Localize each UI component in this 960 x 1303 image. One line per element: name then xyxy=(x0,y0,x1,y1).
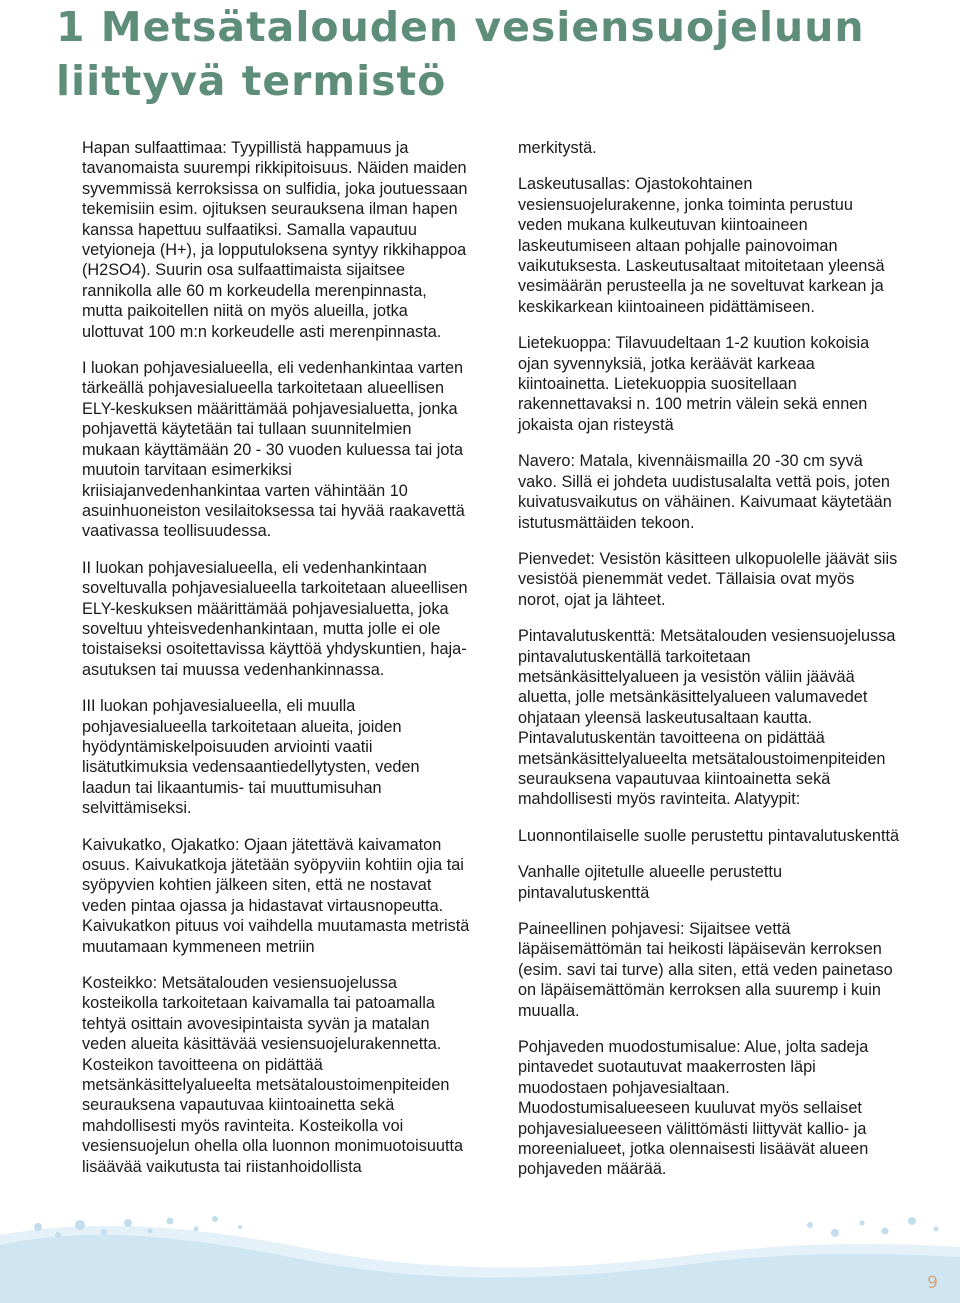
term-iii-luokan-pohjavesialue: III luokan pohjavesialueella, eli muulla pohjavesialueella tarkoitetaan alueita, joiden hyödyntämiskelpoisuuden arviointi vaatii lisätutkimuksia vedensaantiedellytysten, veden laadun tai likaantumis- tai muuttumisuhan selvittämiseksi. xyxy=(82,697,420,818)
bubble xyxy=(882,1228,889,1235)
term-kaivukatko: Kaivukatko, Ojakatko: Ojaan jätettävä kaivamaton osuus. Kaivukatkoja jätetään syöpyviin kohtiin ojia tai syöpyvien kohtien jälkeen siten, että ne nostavat veden pintaa ojassa ja hidastavat virtausnopeutta. Kaivukatkon pituus voi vaihdella muutamasta metristä muutamaan kymmeneen metriin xyxy=(82,835,470,956)
bubble xyxy=(860,1221,865,1226)
bubble xyxy=(124,1219,132,1227)
term-ii-luokan-pohjavesialue: II luokan pohjavesialueella, eli vedenhankintaan soveltuvalla pohjavesialueella tarkoitetaan alueellisen ELY-keskuksen määrittämää pohjavesialuetta, joka soveltuu yhteisvedenhankintaan, mutta jolle ei ole toistaiseksi osoitettavissa käyttöä yhdyskuntien, haja-asutuksen tai muussa vedenhankinnassa. xyxy=(82,558,468,679)
term-pienvedet: Pienvedet: Vesistön käsitteen ulkopuolelle jäävät siis vesistöä pienemmät vedet. Tällaisia ovat myös norot, ojat ja lähteet. xyxy=(518,549,898,609)
bubble xyxy=(908,1217,916,1225)
term-pohjaveden-muodostumisalue: Pohjaveden muodostumisalue: Alue, jolta sadeja pintavedet suotautuvat maakerrosten läpi muodostaen pohjavesialtaan. Muodostumisalueeseen kuuluvat myös sellaiset pohjavesialueeseen välittömästi liittyvät kallio- ja moreenialueet, jotka olennaisesti lisäävät alueen pohjaveden määrää. xyxy=(518,1038,869,1179)
bubble xyxy=(148,1229,153,1234)
term-kosteikko: Kosteikko: Metsätalouden vesiensuojelussa kosteikolla tarkoitetaan kaivamalla tai patoamalla tehtyä osittain avovesipintaista syvän ja matalan veden alueita käsittävää vesiensuojelurakennetta. Kosteikon tavoitteena on pidättää metsänkäsittelyalueelta metsätaloustoimenpiteiden seurauksena vapautuvaa kiintoainetta sekä mahdollisesti myös ravinteita. Kosteikolla voi vesiensuojelun ohella olla luonnon monimuotoisuutta lisäävää vaikutusta tai riistanhoidollista xyxy=(82,974,464,1176)
term-kosteikko-continued: merkitystä. xyxy=(518,139,597,157)
term-pintavalutuskentta: Pintavalutuskenttä: Metsätalouden vesiensuojelussa pintavalutuskentällä tarkoitetaan metsänkäsittelyalueen ja vesistön väliin jäävää aluetta, jolle metsänkäsittelyalueen valumavedet ohjataan yleensä laskeutusaltaan kautta. Pintavalutuskentän tavoitteena on pidättää metsänkäsittelyalueelta metsätaloustoimenpiteiden seurauksena vapautuvaa kiintoainetta sekä mahdollisesti myös ravinteita. Alatyypit: xyxy=(518,627,896,809)
bubble xyxy=(75,1220,85,1230)
term-lietekuoppa: Lietekuoppa: Tilavuudeltaan 1-2 kuution kokoisia ojan syvennyksiä, jotka keräävät karkeaa kiintoainetta. Lietekuoppia suositellaan rakennettavaksi n. 100 metrin välein sekä ennen jokaista ojan risteystä xyxy=(518,334,870,434)
right-column xyxy=(518,138,900,1196)
term-hapan-sulfaattimaa: Hapan sulfaattimaa: Tyypillistä happamuus ja tavanomaista suurempi rikkipitoisuus. Näiden maiden syvemmissä kerroksissa on sulfidia, joka joutuessaan tekemisiin esim. ojituksen seurauksena ilman hapen kanssa hapettuu sulfaatiksi. Samalla vapautuu vetyioneja (H+), ja lopputuloksena syntyy rikkihappoa (H2SO4). Suurin osa sulfaattimaista sijaitsee rannikolla alle 60 m korkeudella merenpinnasta, mutta paikoitellen niitä on myös alueilla, jotka ulottuvat 100 m:n korkeudelle asti merenpinnasta. xyxy=(82,139,468,341)
bubble xyxy=(194,1227,199,1232)
bubble xyxy=(212,1216,218,1222)
term-navero: Navero: Matala, kivennäismailla 20 -30 cm syvä vako. Sillä ei johdeta uudistusalalta vettä pois, joten kuivatusvaikutus on vähäinen. Kaivumaat käytetään istutusmättäiden tekoon. xyxy=(518,452,892,532)
bubble xyxy=(167,1218,174,1225)
bubble xyxy=(238,1225,242,1229)
wave-decoration xyxy=(0,1205,960,1303)
title-line-2: liittyvä termistö xyxy=(56,57,447,105)
bubble xyxy=(34,1223,42,1231)
title-line-1: 1 Metsätalouden vesiensuojeluun xyxy=(56,3,865,51)
page-title xyxy=(56,0,936,108)
subtype-vanha-ojitettu-alue: Vanhalle ojitetulle alueelle perustettu pintavalutuskenttä xyxy=(518,863,782,902)
left-column xyxy=(82,138,472,1193)
bubble xyxy=(101,1229,107,1235)
bubble xyxy=(934,1227,939,1232)
page-number: 9 xyxy=(927,1273,938,1293)
wave-shape xyxy=(0,1231,960,1303)
bubble xyxy=(55,1232,61,1238)
term-i-luokan-pohjavesialue: I luokan pohjavesialueella, eli vedenhankintaa varten tärkeällä pohjavesialueella tarkoitetaan alueellisen ELY-keskuksen määrittämää pohjavesialuetta, jonka pohjavettä käytetään tai tullaan suunnitelmien mukaan käyttämään 20 - 30 vuoden kuluessa tai jota muutoin tarvitaan esimerkiksi kriisiajanvedenhankintaa varten vähintään 10 asuinhuoneiston vesilaitoksessa tai hyvää raakavettä vaativassa teollisuudessa. xyxy=(82,359,465,541)
bubble xyxy=(831,1229,839,1237)
subtype-luonnontilainen-suo: Luonnontilaiselle suolle perustettu pintavalutuskenttä xyxy=(518,826,900,845)
term-laskeutusallas: Laskeutusallas: Ojastokohtainen vesiensuojelurakenne, jonka toiminta perustuu veden mukana kulkeutuvan kiintoaineen laskeutumiseen altaan pohjalle painovoiman vaikutuksesta. Laskeutusaltaat mitoitetaan yleensä vesimäärän perusteella ja ne soveltuvat karkean ja keskikarkean kiintoaineen pidättämiseen. xyxy=(518,175,885,316)
term-paineellinen-pohjavesi: Paineellinen pohjavesi: Sijaitsee vettä läpäisemättömän tai heikosti läpäisevän kerroksen (esim. savi tai turve) alla siten, että veden painetaso on läpäisemättömän kerroksen alla suuremp i kuin muualla. xyxy=(518,920,893,1020)
bubble xyxy=(807,1222,813,1228)
